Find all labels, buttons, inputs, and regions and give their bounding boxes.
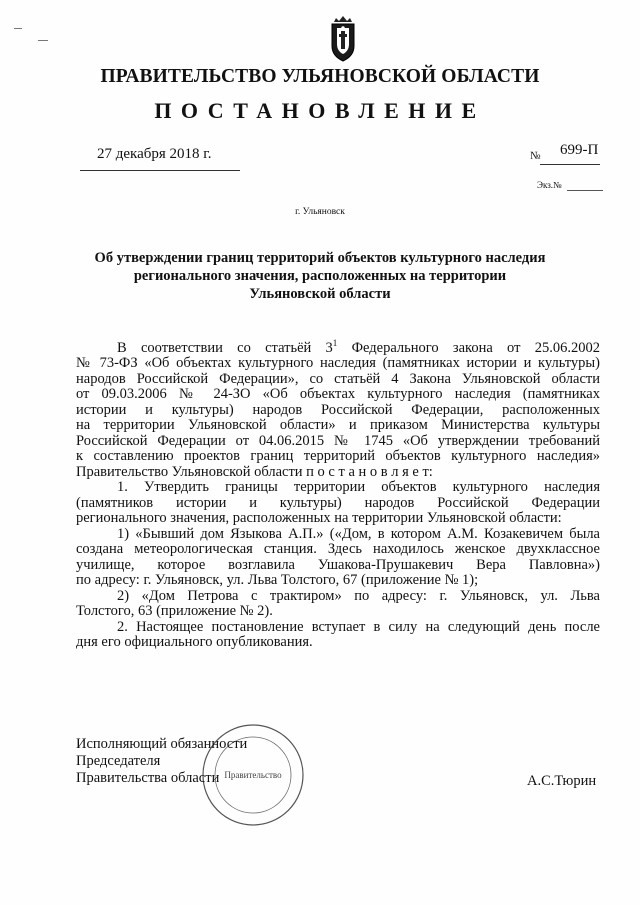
margin-dash <box>14 28 22 29</box>
body-line: народов Российской Федерации», со статьёй 4 Закона Ульяновской области <box>76 370 600 387</box>
number-prefix: № <box>530 150 541 162</box>
document-number: 699-П <box>560 142 599 158</box>
date-underline <box>80 170 240 171</box>
document-title <box>60 249 580 303</box>
signer-title-line: Председателя <box>76 753 161 769</box>
body-line: по адресу: г. Ульяновск, ул. Льва Толстого, 67 (приложение № 1); <box>76 572 479 589</box>
ulyanovsk-coat-of-arms-icon <box>328 14 358 62</box>
signer-title-line: Исполняющий обязанности <box>76 736 248 752</box>
body-line: на территории Ульяновской области» и приказом Министерства культуры <box>76 417 600 434</box>
stamp-text: Правительство <box>224 770 282 780</box>
body-line: 1. Утвердить границы территории объектов культурного наследия <box>117 479 600 496</box>
body-line: 2) «Дом Петрова с трактиром» по адресу: г. Ульяновск, ул. Льва <box>117 587 600 604</box>
body-line: Правительство Ульяновской области п о с т а н о в л я е т: <box>76 463 433 480</box>
margin-dash <box>38 40 48 41</box>
signature-block <box>76 736 247 787</box>
signer-title-line: Правительства области <box>76 770 220 786</box>
document-body <box>76 336 600 651</box>
body-line: создана метеорологическая станция. Здесь находилось женское двухклассное <box>76 541 600 558</box>
body-line: дня его официального опубликования. <box>76 634 313 651</box>
body-line: Российской Федерации от 04.06.2015 № 1745 «Об утверждении требований <box>76 432 600 449</box>
title-line: Ульяновской области <box>249 286 391 302</box>
body-line: от 09.03.2006 № 24-ЗО «Об объектах культурного наследия (памятниках <box>76 386 600 403</box>
government-heading: ПРАВИТЕЛЬСТВО УЛЬЯНОВСКОЙ ОБЛАСТИ <box>100 66 540 87</box>
title-line: Об утверждении границ территорий объектов культурного наследия <box>94 250 546 266</box>
document-date: 27 декабря 2018 г. <box>97 146 212 162</box>
signer-name: А.С.Тюрин <box>527 773 597 789</box>
title-line: регионального значения, расположенных на территории <box>133 268 507 284</box>
body-line: 2. Настоящее постановление вступает в силу на следующий день после <box>117 618 600 635</box>
copy-underline <box>567 190 603 191</box>
city-label: г. Ульяновск <box>295 207 345 217</box>
body-line: училище, которое возглавила Ушакова-Прушакевич Вера Павловна») <box>76 556 600 573</box>
body-line: 1) «Бывший дом Языкова А.П.» («Дом, в котором А.М. Козакевичем была <box>117 525 600 542</box>
body-line: (памятников истории и культуры) народов Российской Федерации <box>76 494 600 511</box>
body-line: № 73-ФЗ «Об объектах культурного наследия (памятниках истории и культуры) <box>76 355 600 372</box>
number-underline <box>540 164 600 165</box>
document-type-heading: ПОСТАНОВЛЕНИЕ <box>154 98 486 123</box>
body-line: В соответствии со статьёй $3^1$ Федерального закона от 25.06.2002 <box>117 338 600 356</box>
body-line: истории и культуры) народов Российской Федерации, расположенных <box>76 401 600 418</box>
copy-label: Экз.№ <box>537 180 562 190</box>
body-line: к составлению проектов границ территорий объектов культурного наследия» <box>76 448 600 465</box>
superscript: 1 <box>332 338 338 348</box>
body-line: Толстого, 63 (приложение № 2). <box>76 603 273 620</box>
body-line: регионального значения, расположенных на территории Ульяновской области: <box>76 510 562 527</box>
